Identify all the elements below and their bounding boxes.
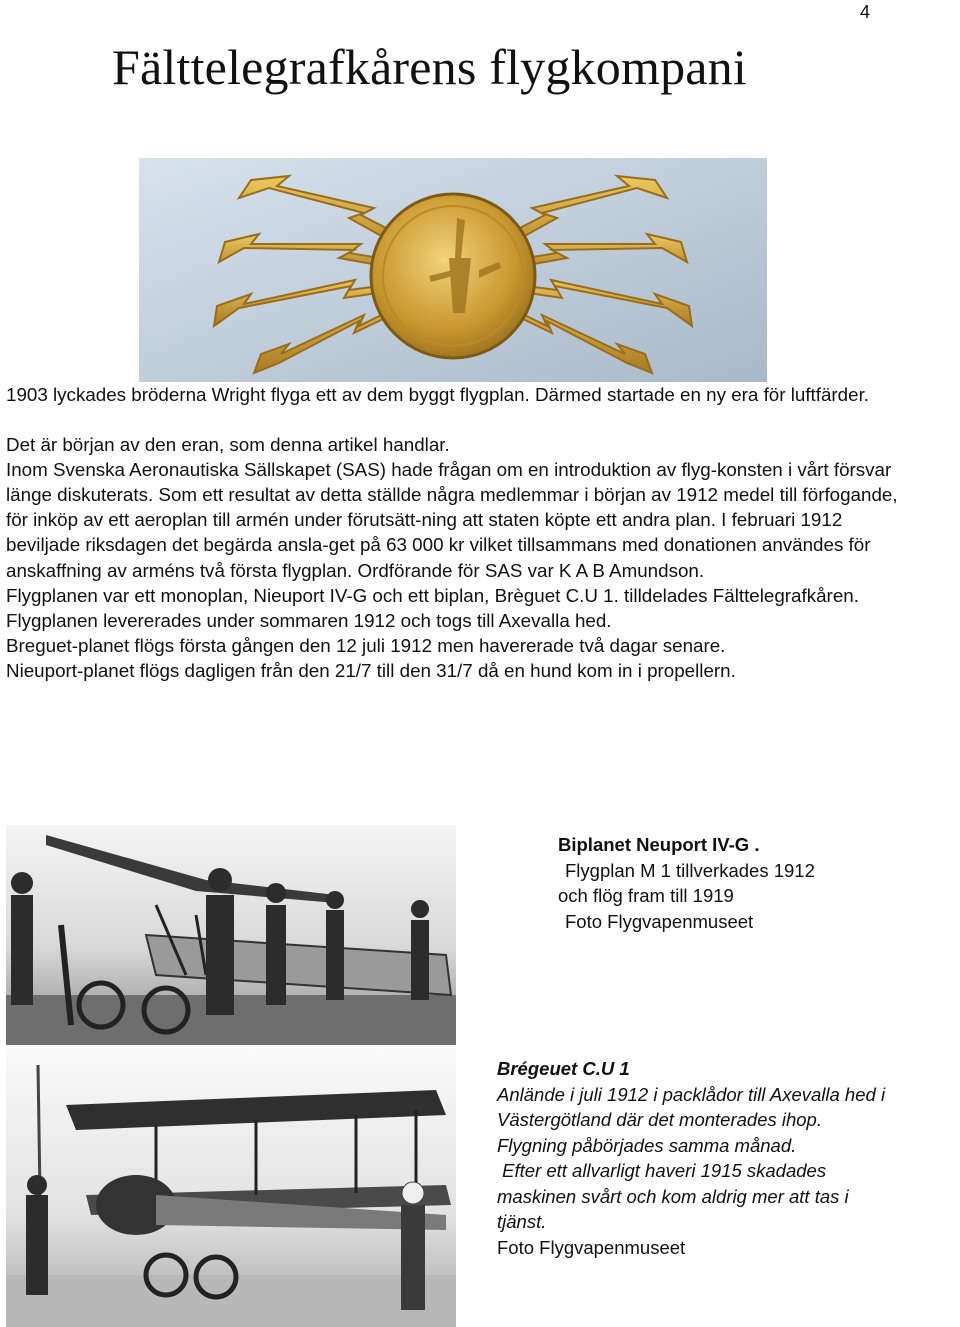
caption-nieuport-line: och flög fram till 1919: [558, 885, 734, 906]
paragraph-sas: Inom Svenska Aeronautiska Sällskapet (SAS) hade frågan om en introduktion av flyg-konsten i vårt försvar länge diskuterats. Som ett resultat av detta ställde några medlemmar i början av 1912 medel till förfogande, för inköp av ett aeroplan till armén under förutsätt-ning att staten köpte ett andra plan. I februari 1912 beviljade riksdagen det begärda ansla-get på 63 000 kr vilket tillsammans med donationen användes för anskaffning av arméns två första flygplan. Ordförande för SAS var K A B Amundson.: [6, 459, 898, 581]
paragraph-era: Det är början av den eran, som denna artikel handlar.: [6, 434, 450, 456]
caption-nieuport-line: Flygplan M 1 tillverkades 1912: [565, 859, 815, 881]
article-body: [6, 382, 906, 683]
paragraph-breguet: Breguet-planet flögs första gången den 12 juli 1912 men havererade två dagar senare.: [6, 634, 726, 656]
caption-breguet-line: maskinen svårt och kom aldrig mer att tas i: [497, 1185, 849, 1207]
paragraph-intro: 1903 lyckades bröderna Wright flyga ett av dem byggt flygplan. Därmed startade en ny era för luftfärder.: [6, 384, 870, 405]
page-title: Fälttelegrafkårens flygkompani: [112, 39, 747, 95]
page-number: 4: [859, 2, 870, 22]
caption-breguet-line: Efter ett allvarligt haveri 1915 skadades: [497, 1160, 827, 1181]
caption-breguet-title: Brégeuet C.U 1: [497, 1058, 630, 1079]
caption-nieuport-credit: Foto Flygvapenmuseet: [565, 910, 754, 932]
caption-nieuport-title: Biplanet Neuport IV-G .: [558, 834, 760, 855]
caption-breguet-line: tjänst.: [497, 1211, 547, 1232]
caption-nieuport: [558, 832, 815, 934]
badge-photo: [139, 158, 767, 382]
paragraph-planes: Flygplanen var ett monoplan, Nieuport IV-G och ett biplan, Brèguet C.U 1. tilldelades Fälttelegrafkåren. Flygplanen levererades under sommaren 1912 och togs till Axevalla hed.: [6, 584, 859, 631]
caption-breguet-line: Anlände i juli 1912 i packlådor till Axevalla hed i: [497, 1083, 886, 1105]
paragraph-nieuport: Nieuport-planet flögs dagligen från den 21/7 till den 31/7 då en hund kom in i propellern.: [6, 659, 736, 681]
nieuport-photo: [6, 825, 456, 1045]
caption-breguet-line: Västergötland där det monterades ihop.: [497, 1109, 822, 1130]
caption-breguet: [497, 1056, 957, 1260]
breguet-photo: [6, 1045, 456, 1327]
caption-breguet-line: Flygning påbörjades samma månad.: [497, 1134, 797, 1156]
caption-breguet-credit: Foto Flygvapenmuseet: [497, 1236, 686, 1258]
